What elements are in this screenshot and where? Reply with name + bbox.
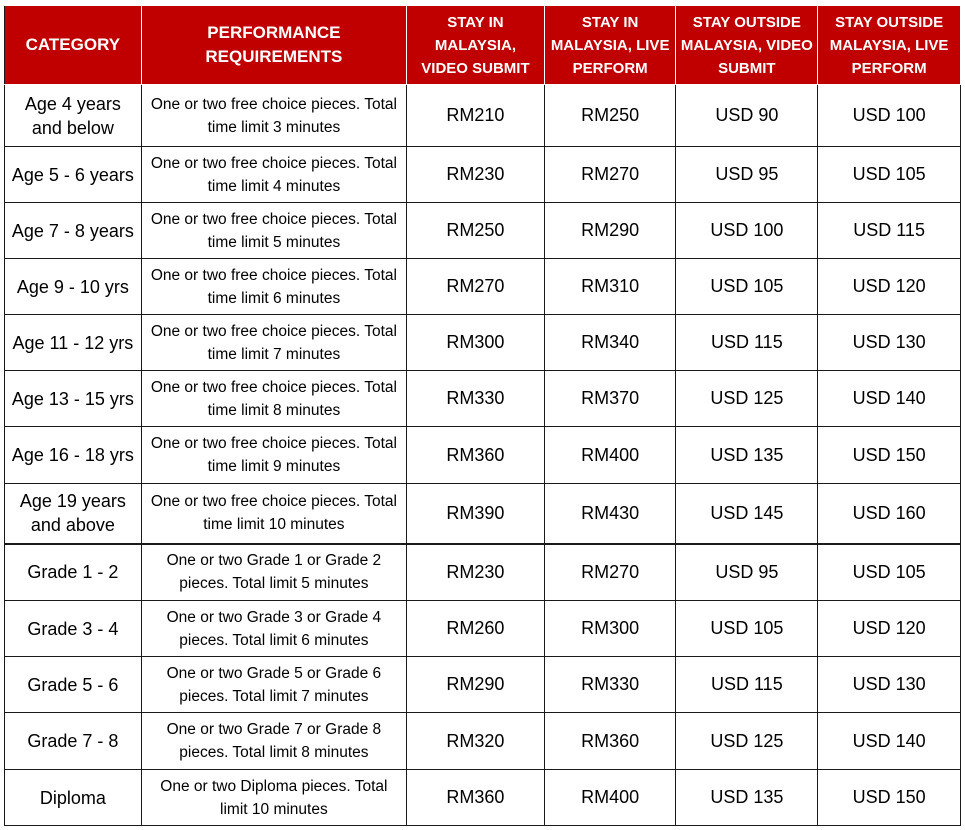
stay-out-video-price: USD 100 <box>676 203 818 259</box>
fee-table <box>4 5 961 826</box>
category-cell: Age 4 years and below <box>5 85 142 147</box>
category-cell: Age 5 - 6 years <box>5 147 142 203</box>
requirement-cell: One or two Grade 1 or Grade 2 pieces. Total limit 5 minutes <box>141 544 406 601</box>
stay-out-live-price: USD 160 <box>818 484 961 544</box>
stay-out-video-price: USD 135 <box>676 427 818 484</box>
requirement-cell: One or two Diploma pieces. Total limit 10 minutes <box>141 770 406 826</box>
stay-in-video-price: RM320 <box>407 713 545 770</box>
table-row <box>5 657 961 713</box>
stay-out-live-price: USD 130 <box>818 315 961 371</box>
requirement-cell: One or two free choice pieces. Total time limit 6 minutes <box>141 259 406 315</box>
stay-out-video-price: USD 135 <box>676 770 818 826</box>
stay-in-live-price: RM370 <box>544 371 676 427</box>
header-stay-in-video: STAY IN MALAYSIA, VIDEO SUBMIT <box>407 6 545 85</box>
stay-in-video-price: RM330 <box>407 371 545 427</box>
stay-in-live-price: RM270 <box>544 147 676 203</box>
stay-out-video-price: USD 115 <box>676 315 818 371</box>
stay-out-video-price: USD 145 <box>676 484 818 544</box>
table-row <box>5 544 961 601</box>
category-cell: Grade 3 - 4 <box>5 601 142 657</box>
stay-in-video-price: RM250 <box>407 203 545 259</box>
stay-out-live-price: USD 100 <box>818 85 961 147</box>
table-row <box>5 770 961 826</box>
header-stay-in-live: STAY IN MALAYSIA, LIVE PERFORM <box>544 6 676 85</box>
category-cell: Grade 5 - 6 <box>5 657 142 713</box>
requirement-cell: One or two Grade 7 or Grade 8 pieces. Total limit 8 minutes <box>141 713 406 770</box>
stay-in-video-price: RM230 <box>407 147 545 203</box>
stay-in-live-price: RM270 <box>544 544 676 601</box>
stay-in-live-price: RM300 <box>544 601 676 657</box>
category-cell: Age 7 - 8 years <box>5 203 142 259</box>
stay-out-video-price: USD 105 <box>676 259 818 315</box>
stay-out-live-price: USD 105 <box>818 147 961 203</box>
table-row <box>5 315 961 371</box>
stay-out-video-price: USD 95 <box>676 544 818 601</box>
requirement-cell: One or two free choice pieces. Total time limit 4 minutes <box>141 147 406 203</box>
requirement-cell: One or two free choice pieces. Total time limit 3 minutes <box>141 85 406 147</box>
table-row <box>5 203 961 259</box>
stay-out-video-price: USD 125 <box>676 713 818 770</box>
stay-out-live-price: USD 150 <box>818 770 961 826</box>
stay-in-live-price: RM330 <box>544 657 676 713</box>
stay-in-live-price: RM340 <box>544 315 676 371</box>
table-row <box>5 713 961 770</box>
header-category: CATEGORY <box>5 6 142 85</box>
stay-out-live-price: USD 140 <box>818 713 961 770</box>
category-cell: Grade 7 - 8 <box>5 713 142 770</box>
header-requirements: PERFORMANCE REQUIREMENTS <box>141 6 406 85</box>
stay-in-live-price: RM310 <box>544 259 676 315</box>
table-row <box>5 371 961 427</box>
stay-in-live-price: RM430 <box>544 484 676 544</box>
header-stay-out-live: STAY OUTSIDE MALAYSIA, LIVE PERFORM <box>818 6 961 85</box>
stay-in-video-price: RM270 <box>407 259 545 315</box>
stay-out-live-price: USD 140 <box>818 371 961 427</box>
table-row <box>5 147 961 203</box>
stay-out-video-price: USD 115 <box>676 657 818 713</box>
table-row <box>5 601 961 657</box>
stay-out-live-price: USD 105 <box>818 544 961 601</box>
stay-in-live-price: RM250 <box>544 85 676 147</box>
stay-in-live-price: RM360 <box>544 713 676 770</box>
stay-in-video-price: RM210 <box>407 85 545 147</box>
stay-out-live-price: USD 120 <box>818 259 961 315</box>
category-cell: Diploma <box>5 770 142 826</box>
header-stay-out-video: STAY OUTSIDE MALAYSIA, VIDEO SUBMIT <box>676 6 818 85</box>
stay-out-live-price: USD 115 <box>818 203 961 259</box>
stay-in-live-price: RM400 <box>544 427 676 484</box>
table-row <box>5 427 961 484</box>
stay-out-live-price: USD 120 <box>818 601 961 657</box>
stay-in-video-price: RM360 <box>407 427 545 484</box>
category-cell: Age 13 - 15 yrs <box>5 371 142 427</box>
header-row <box>5 6 961 85</box>
table-row <box>5 259 961 315</box>
requirement-cell: One or two free choice pieces. Total time limit 10 minutes <box>141 484 406 544</box>
stay-out-video-price: USD 95 <box>676 147 818 203</box>
category-cell: Age 16 - 18 yrs <box>5 427 142 484</box>
table-row <box>5 484 961 544</box>
requirement-cell: One or two Grade 5 or Grade 6 pieces. Total limit 7 minutes <box>141 657 406 713</box>
stay-in-video-price: RM360 <box>407 770 545 826</box>
stay-in-video-price: RM260 <box>407 601 545 657</box>
category-cell: Age 11 - 12 yrs <box>5 315 142 371</box>
stay-out-video-price: USD 90 <box>676 85 818 147</box>
requirement-cell: One or two free choice pieces. Total time limit 8 minutes <box>141 371 406 427</box>
stay-out-live-price: USD 130 <box>818 657 961 713</box>
requirement-cell: One or two Grade 3 or Grade 4 pieces. Total limit 6 minutes <box>141 601 406 657</box>
stay-in-video-price: RM300 <box>407 315 545 371</box>
stay-in-video-price: RM230 <box>407 544 545 601</box>
requirement-cell: One or two free choice pieces. Total time limit 7 minutes <box>141 315 406 371</box>
stay-out-video-price: USD 105 <box>676 601 818 657</box>
requirement-cell: One or two free choice pieces. Total time limit 9 minutes <box>141 427 406 484</box>
category-cell: Age 9 - 10 yrs <box>5 259 142 315</box>
stay-in-live-price: RM290 <box>544 203 676 259</box>
requirement-cell: One or two free choice pieces. Total time limit 5 minutes <box>141 203 406 259</box>
category-cell: Grade 1 - 2 <box>5 544 142 601</box>
stay-in-live-price: RM400 <box>544 770 676 826</box>
stay-in-video-price: RM290 <box>407 657 545 713</box>
stay-out-video-price: USD 125 <box>676 371 818 427</box>
stay-out-live-price: USD 150 <box>818 427 961 484</box>
table-row <box>5 85 961 147</box>
stay-in-video-price: RM390 <box>407 484 545 544</box>
category-cell: Age 19 years and above <box>5 484 142 544</box>
